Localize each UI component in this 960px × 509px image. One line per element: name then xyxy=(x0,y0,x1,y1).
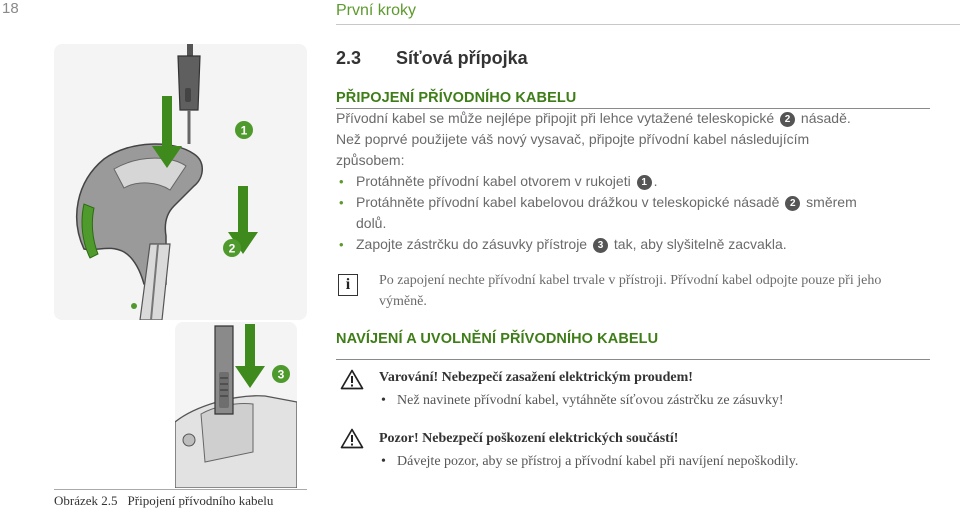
callout-1: 1 xyxy=(240,123,248,138)
section-title: Síťová přípojka xyxy=(396,48,528,68)
step-text: Protáhněte přívodní kabel kabelovou drážkou v teleskopické násadě xyxy=(356,194,784,210)
figure-caption-text: Připojení přívodního kabelu xyxy=(127,493,274,508)
handle-illustration xyxy=(54,44,307,320)
step-text: . xyxy=(653,173,658,189)
intro-text-a: Přívodní kabel se může nejlépe připojit při lehce vytažené teleskopické xyxy=(336,110,779,126)
info-icon: i xyxy=(338,274,358,296)
caution-list xyxy=(379,451,939,472)
callout-badge: 2 xyxy=(785,196,800,211)
figure-label: Obrázek 2.5 xyxy=(54,493,118,508)
winding-heading: NAVÍJENÍ A UVOLNĚNÍ PŘÍVODNÍHO KABELU xyxy=(336,331,659,347)
section-number: 2.3 xyxy=(336,48,362,68)
callout-badge: 2 xyxy=(780,112,795,127)
section-heading xyxy=(336,48,528,69)
callout-badge: 1 xyxy=(637,175,652,190)
socket-illustration xyxy=(175,322,297,488)
list-item xyxy=(336,171,876,192)
winding-heading-divider xyxy=(336,359,930,360)
chapter-title: První kroky xyxy=(336,2,417,19)
callout-3: 3 xyxy=(277,367,285,382)
step-text: Protáhněte přívodní kabel otvorem v rukojeti xyxy=(356,173,635,189)
list-item: • Dávejte pozor, aby se přístroj a přívodní kabel při navíjení nepoškodily. xyxy=(379,451,939,472)
warning-icon xyxy=(340,428,364,449)
caution-title: Pozor! Nebezpečí poškození elektrických součástí! xyxy=(379,431,679,446)
callout-badge: 3 xyxy=(593,238,608,253)
warning-title: Varování! Nebezpečí zasažení elektrickým proudem! xyxy=(379,370,693,385)
header-divider xyxy=(336,24,960,25)
warning-list xyxy=(379,390,939,411)
step-text: tak, aby slyšitelně zacvakla. xyxy=(610,236,787,252)
page-number: 18 xyxy=(2,0,19,17)
list-item xyxy=(336,234,876,255)
callout-2: 2 xyxy=(228,241,236,256)
caption-divider xyxy=(54,489,307,490)
connect-steps xyxy=(336,171,876,255)
info-note: Po zapojení nechte přívodní kabel trvale v přístroji. Přívodní kabel odpojte pouze při jeho výměně. xyxy=(379,273,882,309)
figure-caption xyxy=(54,493,273,509)
list-item xyxy=(336,192,876,234)
connect-heading: PŘIPOJENÍ PŘÍVODNÍHO KABELU xyxy=(336,90,577,106)
connect-intro xyxy=(336,108,876,171)
warning-icon xyxy=(340,369,364,390)
step-text: Zapojte zástrčku do zásuvky přístroje xyxy=(356,236,591,252)
intro-text-b: násadě. Než poprvé použijete váš nový vysavač, připojte přívodní kabel následujícím způsobem: xyxy=(336,110,851,168)
list-item: • Než navinete přívodní kabel, vytáhněte síťovou zástrčku ze zásuvky! xyxy=(379,390,939,411)
step-text: směrem dolů. xyxy=(356,194,857,231)
